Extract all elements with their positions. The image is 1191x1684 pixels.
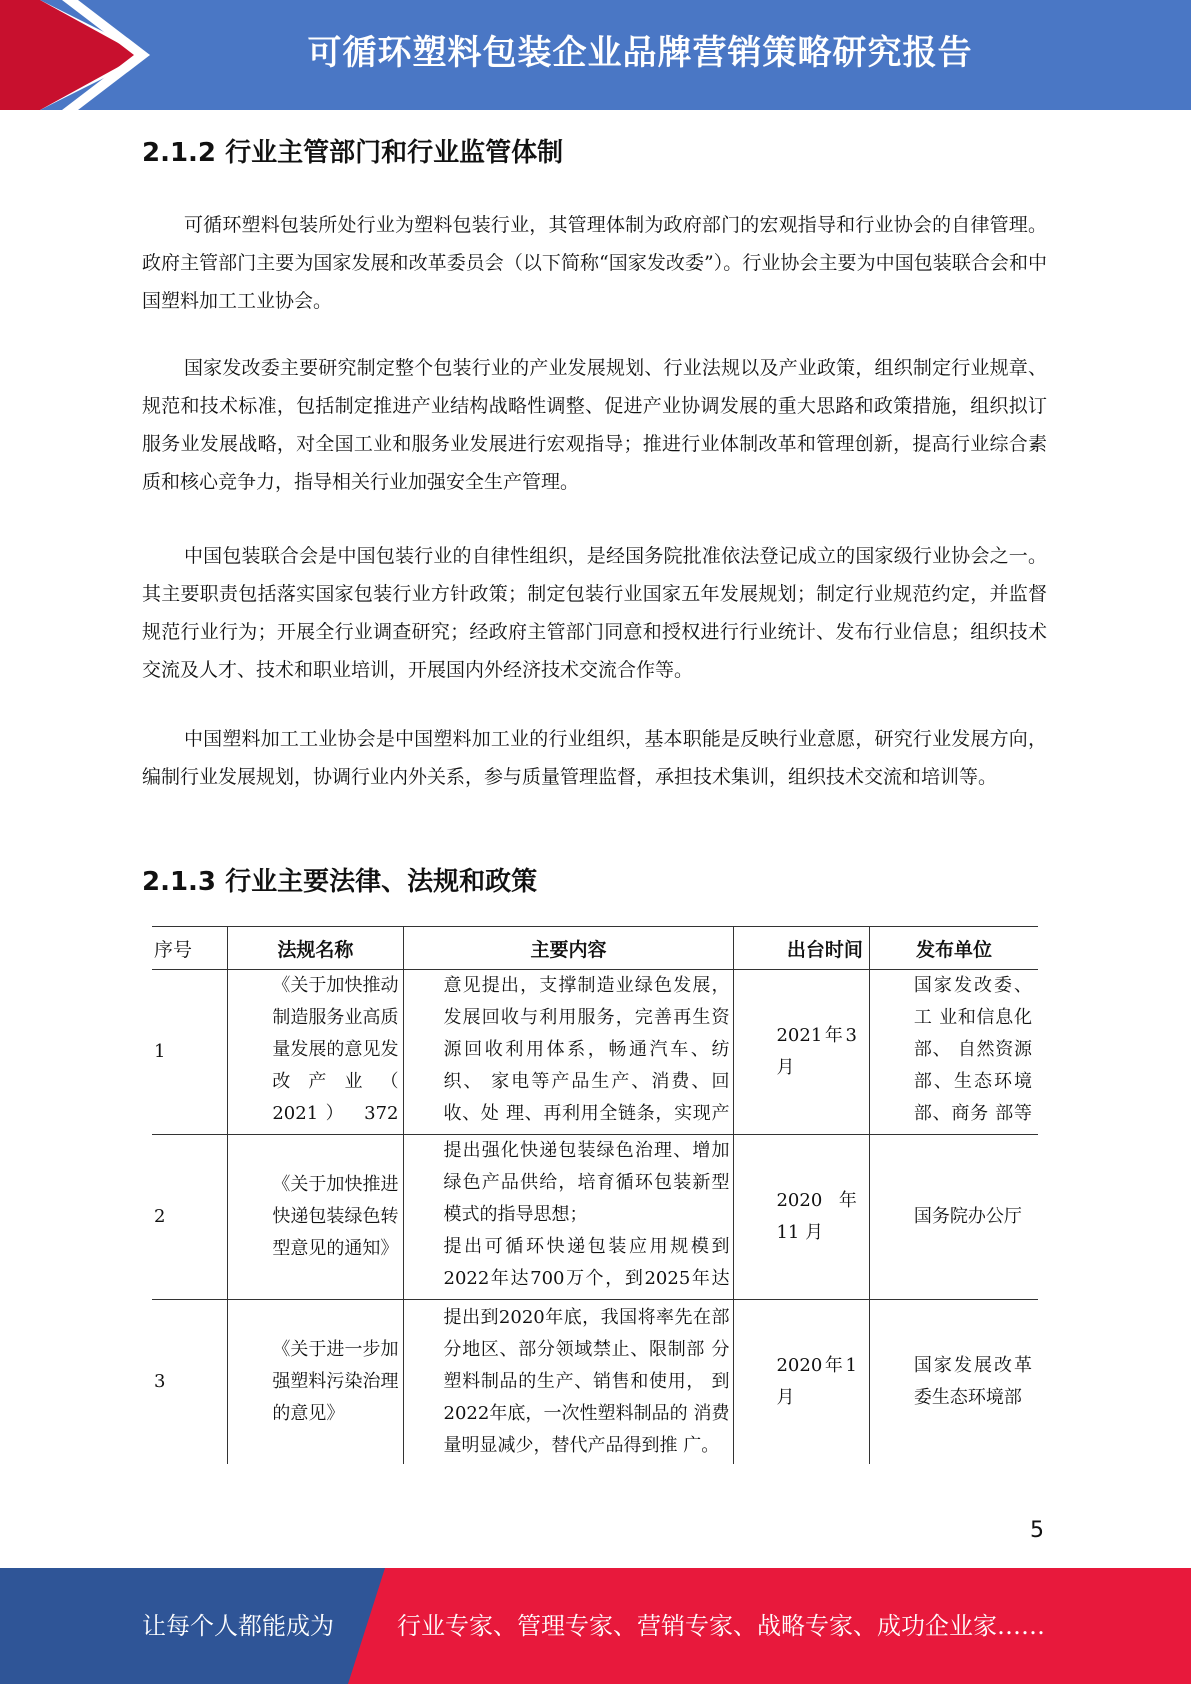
cell-no: 3 (152, 1300, 228, 1465)
cell-content-text: 提出到2020年底，我国将率先在部分地区、部分领域禁止、限制部 分塑料制品的生产、销售和使用， 到2022年底，一次性塑料制品的 消费量明显减少，替代产品得到推 广。 (443, 1307, 730, 1456)
paragraph-2: 国家发改委主要研究制定整个包装行业的产业发展规划、行业法规以及产业政策，组织制定行业规章、规范和技术标准，包括制定推进产业结构战略性调整、促进产业协调发展的重大思路和政策措施，组织拟订服务业发展战略，对全国工业和服务业发展进行宏观指导；推进行业体制改革和管理创新，提高行业综合素质和核心竞争力，指导相关行业加强安全生产管理。 (142, 357, 1047, 493)
cell-org (869, 970, 1038, 1135)
cell-no: 1 (152, 970, 228, 1135)
paragraph-4: 中国塑料加工工业协会是中国塑料加工业的行业组织，基本职能是反映行业意愿，研究行业发展方向，编制行业发展规划，协调行业内外关系，参与质量管理监督，承担技术集训，组织技术交流和培训等。 (142, 728, 1047, 788)
page-number: 5 (1030, 1518, 1044, 1543)
cell-org: 国家发展改革委生态环境部 (869, 1300, 1038, 1465)
cell-name (228, 970, 403, 1135)
cell-name: 《关于加快推进 快递包装绿色转 型意见的通知》 (228, 1135, 403, 1300)
cell-content (403, 1300, 734, 1465)
cell-content (403, 1135, 734, 1300)
cell-name: 《关于进一步加 强塑料污染治理 的意见》 (228, 1300, 403, 1465)
col-header-content: 主要内容 (403, 927, 734, 970)
page-header (0, 0, 1191, 110)
cell-time: 2020年1月 (734, 1300, 869, 1465)
section-heading-2-1-3: 2.1.3 行业主要法律、法规和政策 (142, 867, 538, 897)
table-row (152, 1135, 1038, 1300)
regulations-table (152, 926, 1038, 1464)
col-header-org: 发布单位 (869, 927, 1038, 970)
paragraph-1: 可循环塑料包装所处行业为塑料包装行业，其管理体制为政府部门的宏观指导和行业协会的自律管理。政府主管部门主要为国家发展和改革委员会（以下简称“国家发改委”）。行业协会主要为中国包装联合会和中国塑料加工工业协会。 (142, 214, 1047, 312)
table-header-row (152, 927, 1038, 970)
cell-org-text: 国家发改委、工 业和信息化部、 自然资源部、生态环境部、商务 部等 (913, 975, 1032, 1124)
cell-content (403, 970, 734, 1135)
col-header-time: 出台时间 (734, 927, 869, 970)
col-header-name: 法规名称 (228, 927, 403, 970)
footer-slogan-left: 让每个人都能成为 (142, 1612, 334, 1640)
page-footer (0, 1568, 1191, 1684)
cell-content-text: 意见提出，支撑制造业绿色发展，发展回收与利用服务，完善再生资 源回收利用体系，畅通汽车、纺织、 家电等产品生产、消费、回收、处 理、再利用全链条，实现产 (443, 975, 730, 1124)
cell-org: 国务院办公厅 (869, 1135, 1038, 1300)
cell-time: 2021年3月 (734, 970, 869, 1135)
report-title: 可循环塑料包装企业品牌营销策略研究报告 (307, 33, 973, 73)
footer-slogan-right: 行业专家、管理专家、营销专家、战略专家、成功企业家…… (397, 1612, 1045, 1640)
table-row (152, 970, 1038, 1135)
paragraph-3: 中国包装联合会是中国包装行业的自律性组织，是经国务院批准依法登记成立的国家级行业协会之一。其主要职责包括落实国家包装行业方针政策；制定包装行业国家五年发展规划；制定行业规范约定，并监督规范行业行为；开展全行业调查研究；经政府主管部门同意和授权进行行业统计、发布行业信息；组织技术交流及人才、技术和职业培训，开展国内外经济技术交流合作等。 (142, 545, 1047, 681)
cell-content-text: 提出强化快递包装绿色治理、增加 绿色产品供给，培育循环包装新型 模式的指导思想； 提出可循环快递包装应用规模到2022年达700万个，到2025年达 (443, 1140, 730, 1289)
cell-time: 2020 年 11 月 (734, 1135, 869, 1300)
cell-name-text: 《关于加快推动 制造服务业高质 量发展的意见发 改产业（ 2021） 372 (272, 975, 399, 1124)
table-row (152, 1300, 1038, 1465)
section-heading-2-1-2: 2.1.2 行业主管部门和行业监管体制 (142, 138, 564, 168)
col-header-no: 序号 (152, 927, 228, 970)
cell-no: 2 (152, 1135, 228, 1300)
